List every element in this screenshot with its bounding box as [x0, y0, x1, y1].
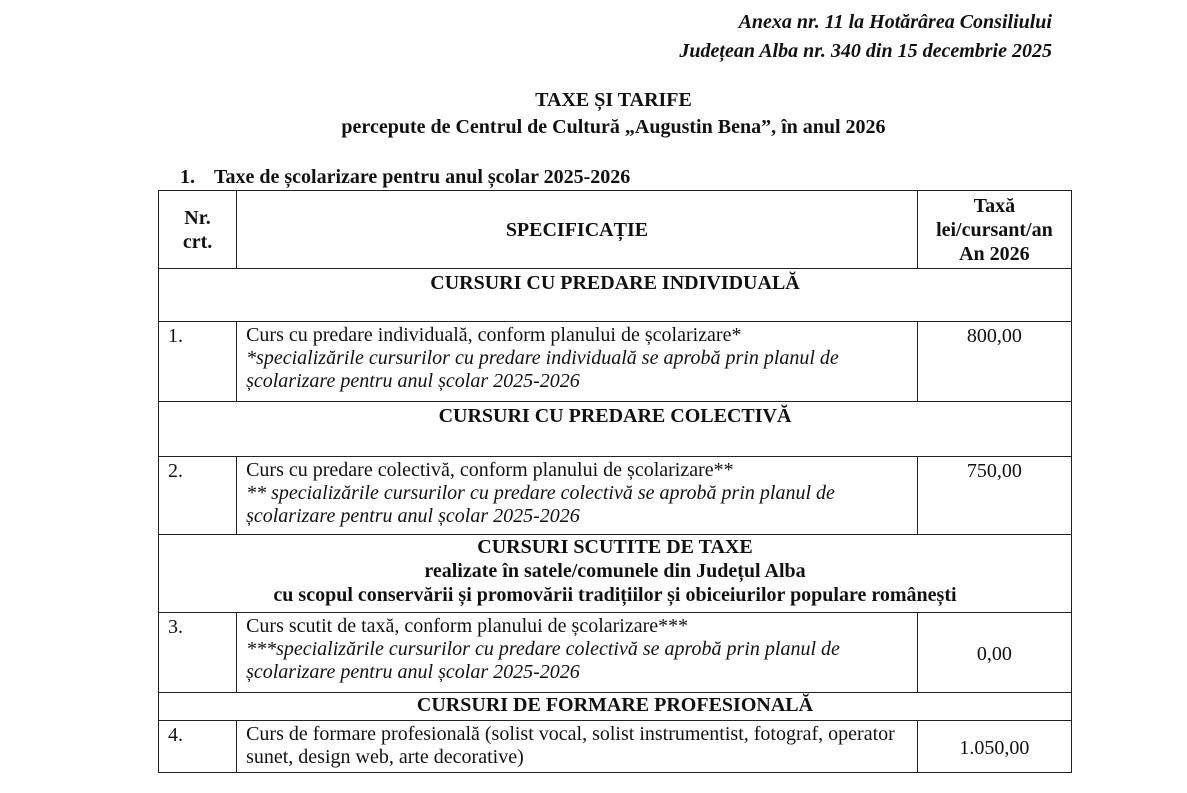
annex-line-2: Județean Alba nr. 340 din 15 decembrie 2025 [679, 40, 1052, 62]
section-label: Taxe de școlarizare pentru anul școlar 2025-2026 [214, 166, 631, 188]
header-spec: SPECIFICAȚIE [237, 191, 918, 269]
row-note: *specializările cursurilor cu predare individuală se aprobă prin planul de școlarizare pentru anul școlar 2025-2026 [246, 347, 839, 392]
document-title [0, 87, 1187, 141]
category-row-professional [159, 693, 1072, 721]
table-row [159, 457, 1072, 535]
title-main: TAXE ȘI TARIFE [535, 89, 692, 111]
title-sub: percepute de Centrul de Cultură „Augustin Bena”, în anul 2026 [341, 116, 886, 138]
category-exempt-line2: realizate în satele/comunele din Județul Alba [424, 560, 806, 582]
row-note: ** specializările cursurilor cu predare colectivă se aprobă prin planul de școlarizare pentru anul școlar 2025-2026 [246, 482, 835, 527]
category-collective: CURSURI CU PREDARE COLECTIVĂ [159, 402, 1072, 457]
header-nr [159, 191, 237, 269]
header-fee-line1: Taxă [973, 194, 1016, 217]
category-exempt-line3: cu scopul conservării și promovării tradițiilor și obiceiurilor populare românești [273, 584, 957, 606]
category-exempt-line1: CURSURI SCUTITE DE TAXE [477, 536, 753, 558]
row-specification [237, 721, 918, 773]
section-number: 1. [180, 166, 195, 188]
header-row [159, 191, 1072, 269]
fees-table [158, 190, 1072, 773]
row-fee: 750,00 [917, 457, 1071, 535]
row-text: Curs cu predare colectivă, conform planului de școlarizare** [246, 459, 734, 481]
row-text: Curs de formare profesională (solist vocal, solist instrumentist, fotograf, operator sunet, design web, arte decorative) [246, 723, 895, 768]
row-number: 2. [159, 457, 237, 535]
header-fee [917, 191, 1071, 269]
category-individual: CURSURI CU PREDARE INDIVIDUALĂ [159, 269, 1072, 322]
header-nr-line2: crt. [182, 230, 213, 253]
category-row-exempt [159, 535, 1072, 613]
header-nr-line1: Nr. [184, 206, 211, 229]
row-note: ***specializările cursurilor cu predare colectivă se aprobă prin planul de școlarizare pentru anul școlar 2025-2026 [246, 638, 840, 683]
row-number: 4. [159, 721, 237, 773]
row-text: Curs cu predare individuală, conform planului de școlarizare* [246, 324, 742, 346]
category-professional: CURSURI DE FORMARE PROFESIONALĂ [159, 693, 1072, 721]
category-row-collective [159, 402, 1072, 457]
row-specification [237, 322, 918, 402]
row-number: 1. [159, 322, 237, 402]
category-exempt [159, 535, 1072, 613]
annex-reference [679, 8, 1052, 66]
section-heading [180, 166, 630, 189]
row-number: 3. [159, 613, 237, 693]
row-fee: 800,00 [917, 322, 1071, 402]
row-specification [237, 613, 918, 693]
row-specification [237, 457, 918, 535]
table-row [159, 613, 1072, 693]
category-row-individual [159, 269, 1072, 322]
table-row [159, 322, 1072, 402]
row-fee: 0,00 [917, 613, 1071, 693]
header-fee-line3: An 2026 [959, 242, 1030, 265]
row-text: Curs scutit de taxă, conform planului de școlarizare*** [246, 615, 689, 637]
table-row [159, 721, 1072, 773]
header-fee-line2: lei/cursant/an [936, 218, 1053, 241]
annex-line-1: Anexa nr. 11 la Hotărârea Consiliului [738, 11, 1052, 33]
row-fee: 1.050,00 [917, 721, 1071, 773]
